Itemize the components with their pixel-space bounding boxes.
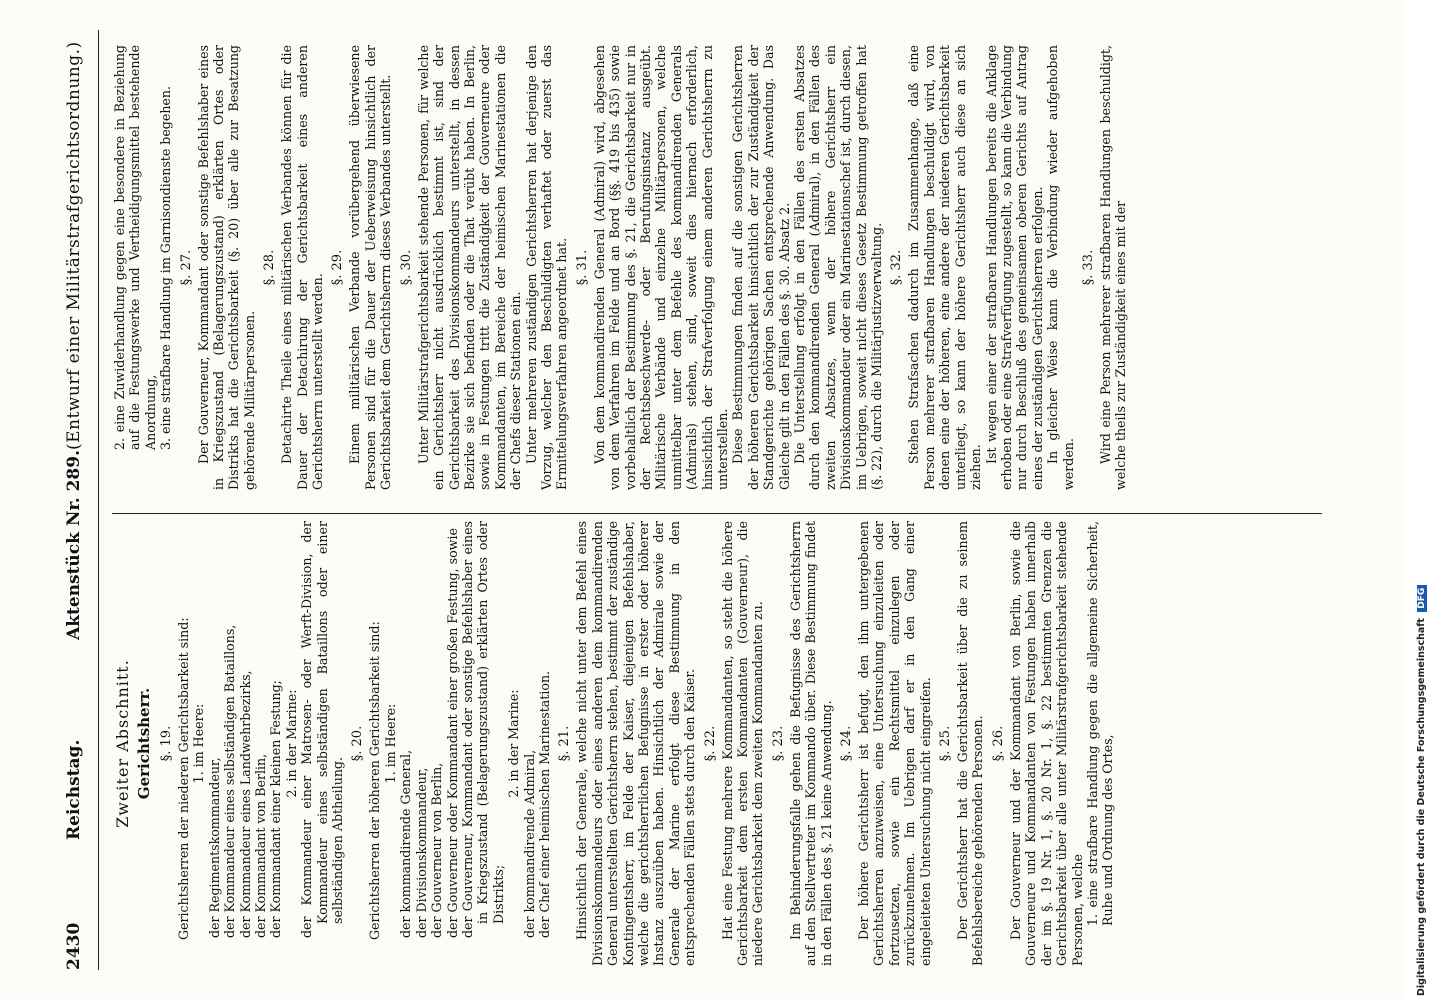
page-header — [58, 30, 98, 970]
paragraph-number: §. 32. — [889, 249, 905, 286]
paragraph-number: §. 26. — [990, 725, 1006, 762]
body-paragraph: Die Unterstellung erfolgt in den Fällen des ersten Absatzes durch den kommandirenden General (Admiral), in den Fällen des zweiten Absatzes, wenn der höhere Gerichtsherr ein Divisionskommandeur oder ein Marinestationschef ist, durch diesen, im Uebrigen, soweit nicht dieses Gesetz Bestimmung getroffen hat (§. 22), durch die Militärjustizverwaltung. — [792, 45, 885, 490]
list-item: der kommandirende Admiral, — [521, 749, 537, 938]
subsection-label: 2. in der Marine: — [506, 689, 522, 798]
subsection-label: 2. in der Marine: — [283, 689, 299, 798]
left-column — [112, 521, 1322, 966]
list-item: der Gouverneur, Kommandant oder sonstige Befehlshaber eines in Kriegszustand (Belagerungszustand) erklärten Ortes oder Distrikts; — [459, 521, 506, 938]
paragraph-number: §. 23. — [770, 725, 786, 762]
list-item: der Chef einer heimischen Marinestation. — [536, 670, 552, 938]
body-paragraph: Einem militärischen Verbande vorübergehend überwiesene Personen sind für die Dauer der Ueberweisung hinsichtlich der Gerichtsbarkeit dem Gerichtsherrn dieses Verbandes unterstellt. — [347, 45, 394, 490]
paragraph-number: §. 24. — [839, 725, 855, 762]
document-subtitle: (Entwurf einer Militärstrafgerichtsordnung.) — [64, 41, 84, 450]
section-title: Gerichtsherr. — [135, 687, 153, 800]
right-column — [112, 45, 1322, 490]
body-paragraph: Gerichtsherren der niederen Gerichtsbarkeit sind: — [176, 617, 191, 940]
body-paragraph: Der höhere Gerichtsherr ist befugt, den ihm untergebenen Gerichtsherren anzuweisen, eine Untersuchung einzuleiten oder fortzusetzen, sowie ein Rechtsmittel einzulegen oder zurückzunehmen. Im Uebrigen darf er in den Gang einer eingeleiteten Untersuchung nicht eingreifen. — [856, 521, 933, 966]
paragraph-number: §. 20. — [350, 725, 366, 762]
enumerated-item: 3. eine strafbare Handlung im Garnisondienste begehen. — [158, 85, 174, 450]
subsection-label: 1. im Heere: — [382, 703, 398, 784]
paragraph-number: §. 29. — [330, 249, 346, 286]
body-paragraph: Stehen Strafsachen dadurch im Zusammenhange, daß eine Person mehrerer strafbaren Handlungen beschuldigt wird, von denen eine der höheren, eine andere der niederen Gerichtsbarkeit unterliegt, so kann der höhere Gerichtsherr auch diese an sich ziehen. — [906, 45, 984, 490]
body-paragraph: Der Gouverneur und der Kommandant von Berlin, sowie die Gouverneure und Kommandanten von Festungen haben innerhalb der im §. 19 Nr. 1, §. 20 Nr. 1, §. 22 bestimmten Grenzen die Gerichtsbarkeit über alle unter Militärstrafgerichtsbarkeit stehende Personen, welche — [1007, 521, 1085, 966]
paragraph-number: §. 19. — [159, 725, 174, 762]
paragraph-number: §. 33. — [1080, 249, 1096, 286]
subsection-label: 1. im Heere: — [191, 703, 207, 784]
body-paragraph: Detachirte Theile eines militärischen Verbandes können für die Dauer der Detachirung der Gerichtsbarkeit eines anderen Gerichtsherrn unterstellt werden. — [279, 45, 326, 490]
body-paragraph: Der Gouverneur, Kommandant oder sonstige Befehlshaber eines in Kriegszustand (Belagerungszustand) erklärten Ortes oder Distrikts hat die Gerichtsbarkeit (§. 20) über alle zur Besatzung gehörende Militärpersonen. — [195, 45, 257, 490]
body-paragraph: Hat eine Festung mehrere Kommandanten, so steht die höhere Gerichtsbarkeit dem ersten Kommandanten (Gouverneur), die niedere Gerichtsbarkeit dem zweiten Kommandanten zu. — [719, 521, 766, 966]
body-paragraph: Gerichtsherren der höheren Gerichtsbarkeit sind: — [367, 621, 383, 940]
act-number: Aktenstück Nr. 289. — [64, 449, 84, 640]
paragraph-number: §. 30. — [398, 249, 414, 286]
list-item: der Kommandeur eines Landwehrbezirks, — [237, 670, 253, 938]
body-paragraph: Im Behinderungsfalle gehen die Befugnisse des Gerichtsherrn auf den Stellvertreter im Kommando über. Diese Bestimmung findet in den Fällen des §. 21 keine Anwendung. — [787, 521, 834, 966]
running-title: Reichstag. — [64, 739, 84, 840]
list-item: der Regimentskommandeur, — [206, 757, 222, 938]
digitization-note — [1412, 6, 1432, 996]
list-item: der Kommandant einer kleinen Festung; — [268, 680, 284, 938]
list-item: der Kommandeur einer Matrosen- oder Werft-Division, der Kommandeur eines selbständigen Bataillons oder einer selbständigen Abtheilung. — [299, 521, 346, 938]
column-divider — [112, 513, 1322, 514]
paragraph-number: §. 21. — [557, 725, 573, 762]
body-paragraph: Von dem kommandirenden General (Admiral) wird, abgesehen von dem Verfahren im Felde und an Bord (§§. 419 bis 435) sowie vorbehaltlich der Bestimmung des §. 21, die Gerichtsbarkeit nur in der Rechtsbeschwerde- oder Berufungsinstanz ausgeübt. Militärische Verbände und einzelne Militärpersonen, welche unmittelbar unter dem Befehle des kommandirenden Generals (Admirals) stehen, sind, soweit dies hiernach erforderlich, hinsichtlich der Strafverfolgung einem anderen Gerichtsherrn zu unterstellen. — [591, 45, 730, 490]
paragraph-number: §. 28. — [262, 249, 278, 286]
enumerated-item: 2. eine Zuwiderhandlung gegen eine besondere in Beziehung auf die Festungswerke und Vertheidigungsmittel bestehende Anordnung, — [112, 45, 158, 450]
paragraph-number: §. 25. — [938, 725, 954, 762]
body-paragraph: Hinsichtlich der Generale, welche nicht unter dem Befehl eines Divisionskommandeurs oder eines anderen dem kommandirenden General unterstellten Gerichtsherrn stehen, bestimmt der zuständige Kontingentsherr, im Felde der Kaiser, diejenigen Befehlshaber, welche die gerichtsherrlichen Befugnisse in erster oder höherer Instanz auszuüben haben. Hinsichtlich der Admirale sowie der Generale der Marine erfolgt diese Bestimmung in den entsprechenden Fällen stets durch den Kaiser. — [574, 521, 698, 966]
paragraph-number: §. 22. — [702, 725, 718, 762]
digitization-credit: Digitalisierung gefördert durch die Deutsche Forschungsgemeinschaft — [1416, 618, 1427, 996]
body-paragraph: Wird eine Person mehrerer strafbaren Handlungen beschuldigt, welche theils zur Zuständigkeit eines mit der — [1097, 45, 1129, 490]
body-paragraph: Diese Bestimmungen finden auf die sonstigen Gerichtsherren der höheren Gerichtsbarkeit hinsichtlich der zur Zuständigkeit der Standgerichte gehörigen Sachen entsprechende Anwendung. Das Gleiche gilt in den Fällen des §. 30. Absatz 2. — [730, 45, 792, 490]
paragraph-number: §. 31. — [574, 249, 590, 286]
body-paragraph: In gleicher Weise kann die Verbindung wieder aufgehoben werden. — [1045, 45, 1076, 490]
body-paragraph: Der Gerichtsherr hat die Gerichtsbarkeit über die zu seinem Befehlsbereiche gehörenden Personen. — [955, 521, 986, 966]
list-item: der Divisionskommandeur, — [413, 767, 429, 938]
body-paragraph: Ist wegen einer der strafbaren Handlungen bereits die Anklage erhoben oder eine Strafverfügung zugestellt, so kann die Verbindung nur durch Beschluß des gemeinsamen oberen Gerichts auf Antrag eines der zuständigen Gerichtsherren erfolgen. — [983, 45, 1045, 490]
list-item: der Kommandeur eines selbständigen Bataillons, — [222, 624, 238, 938]
list-item: der Kommandant von Berlin, — [253, 753, 269, 938]
body-paragraph: Unter mehreren zuständigen Gerichtsherren hat derjenige den Vorzug, welcher den Beschuldigten verhaftet oder zuerst das Ermittelungsverfahren angeordnet hat. — [523, 45, 570, 490]
dfg-logo: DFG — [1417, 585, 1427, 612]
list-item: der Gouverneur von Berlin, — [429, 762, 445, 938]
header-rule — [98, 30, 99, 970]
list-item: der Gouverneur oder Kommandant einer großen Festung, sowie — [444, 528, 460, 938]
page-number: 2430 — [64, 922, 84, 970]
enumerated-item: 1. eine strafbare Handlung gegen die allgemeine Sicherheit, Ruhe und Ordnung des Ortes, — [1084, 521, 1116, 926]
list-item: der kommandirende General, — [398, 749, 414, 938]
body-paragraph: Unter Militärstrafgerichtsbarkeit stehende Personen, für welche ein Gerichtsherr nicht ausdrücklich bestimmt ist, sind der Gerichtsbarkeit des Divisionskommandeurs unterstellt, in dessen Bezirke sie sich befinden oder die That verübt haben. In Berlin, sowie in Festungen tritt die Zuständigkeit der Gouverneure oder Kommandanten, im Bereiche der heimischen Marinestationen die der Chefs dieser Stationen ein. — [415, 45, 524, 490]
section-heading: Zweiter Abschnitt. — [113, 659, 132, 828]
paragraph-number: §. 27. — [178, 249, 194, 286]
